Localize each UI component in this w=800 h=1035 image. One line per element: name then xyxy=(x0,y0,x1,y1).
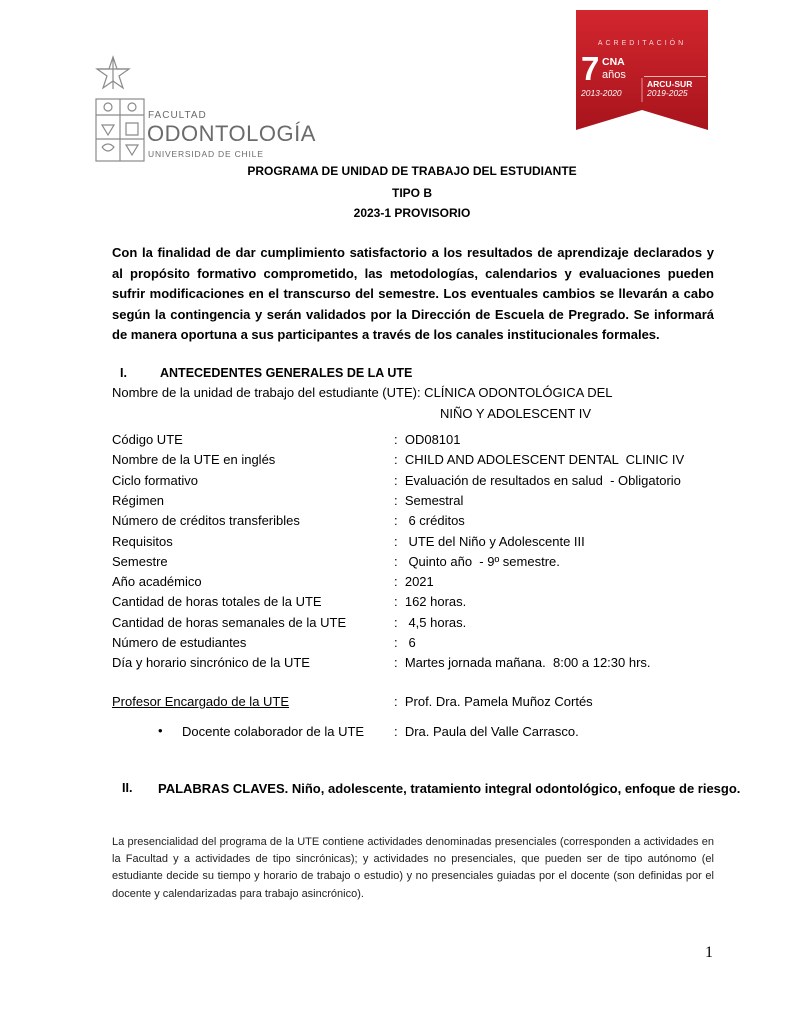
info-row-label: Número de créditos transferibles xyxy=(112,513,300,528)
info-row-value: : UTE del Niño y Adolescente III xyxy=(394,534,585,549)
accreditation-agency: CNA xyxy=(602,56,625,68)
info-row-label: Año académico xyxy=(112,574,202,589)
section-1-heading: ANTECEDENTES GENERALES DE LA UTE xyxy=(160,366,413,380)
info-row-value: : 2021 xyxy=(394,574,434,589)
logo-university-name: UNIVERSIDAD DE CHILE xyxy=(148,149,264,159)
accreditation-label: ACREDITACIÓN xyxy=(597,40,687,47)
ute-name-continuation: NIÑO Y ADOLESCENT IV xyxy=(440,406,591,421)
info-row-value: : 162 horas. xyxy=(394,594,467,609)
intro-paragraph: Con la finalidad de dar cumplimiento satisfactorio a los resultados de aprendizaje declarados y al propósito formativo comprometido, las metodologías, calendarios y evaluaciones pueden sufrir modificaciones en el transcurso del semestre. Los eventuales cambios se llevarán a cabo según la contingencia y serán validados por la Dirección de Escuela de Pregrado. Se informará de manera oportuna a sus participantes a través de los canales institucionales formales. xyxy=(112,245,714,342)
accreditation-years-number: 7 xyxy=(581,50,600,87)
section-1-number: I. xyxy=(120,366,127,380)
document-period: 2023-1 PROVISORIO xyxy=(353,206,471,220)
info-row-label: Requisitos xyxy=(112,534,173,549)
ute-name-label: Nombre de la unidad de trabajo del estudiante (UTE): CLÍNICA ODONTOLÓGICA DEL xyxy=(112,385,613,400)
info-row-label: Régimen xyxy=(112,493,165,508)
info-row-value: : Quinto año - 9º semestre. xyxy=(394,554,560,569)
info-row-label: Día y horario sincrónico de la UTE xyxy=(112,655,310,670)
collaborator-value: : Dra. Paula del Valle Carrasco. xyxy=(394,724,579,739)
page-number: 1 xyxy=(705,944,713,961)
accreditation-years-word: años xyxy=(602,69,626,81)
info-row-value: : 4,5 horas. xyxy=(394,615,467,630)
cna-period: 2013-2020 xyxy=(581,88,622,98)
arcu-period: 2019-2025 xyxy=(647,88,688,98)
info-row-value: : Martes jornada mañana. 8:00 a 12:30 hrs. xyxy=(394,655,651,670)
professor-value: : Prof. Dra. Pamela Muñoz Cortés xyxy=(394,694,593,709)
professor-label: Profesor Encargado de la UTE xyxy=(112,694,290,709)
section-2-number: II. xyxy=(122,781,133,795)
info-row-value: : 6 créditos xyxy=(394,513,465,528)
attendance-note: La presencialidad del programa de la UTE contiene actividades denominadas presenciales (corresponden a actividades en la Facultad y a actividades de tipo sincrónicas); y actividades no presenciales, que pueden ser de tipo autónomo (el estudiante decide su tiempo y horario de trabajo o estudio) y no presenciales guiadas por el docente (son definidas por el docente y calendarizadas para trabajo asincrónico). xyxy=(112,836,714,900)
info-row-label: Cantidad de horas semanales de la UTE xyxy=(112,615,347,630)
info-row-value: : CHILD AND ADOLESCENT DENTAL CLINIC IV xyxy=(394,452,685,467)
info-row-label: Cantidad de horas totales de la UTE xyxy=(112,594,322,609)
section-2-keywords: PALABRAS CLAVES. Niño, adolescente, tratamiento integral odontológico, enfoque de riesgo. xyxy=(158,781,741,796)
info-row-label: Semestre xyxy=(112,554,168,569)
document-title: PROGRAMA DE UNIDAD DE TRABAJO DEL ESTUDIANTE xyxy=(247,164,577,178)
info-row-value: : 6 xyxy=(394,635,416,650)
info-row-label: Número de estudiantes xyxy=(112,635,247,650)
info-row-value: : Evaluación de resultados en salud - Obligatorio xyxy=(394,473,681,488)
info-row-value: : OD08101 xyxy=(394,432,461,447)
info-row-label: Ciclo formativo xyxy=(112,473,198,488)
bullet: • xyxy=(158,723,163,738)
collaborator-label: Docente colaborador de la UTE xyxy=(182,724,365,739)
info-row-value: : Semestral xyxy=(394,493,464,508)
logo-faculty-label: FACULTAD xyxy=(148,110,207,121)
document-type: TIPO B xyxy=(391,186,432,200)
logo-faculty-name: ODONTOLOGÍA xyxy=(147,121,316,146)
arcu-sur-label: ARCU-SUR xyxy=(647,79,693,89)
info-row-label: Código UTE xyxy=(112,432,183,447)
info-row-label: Nombre de la UTE en inglés xyxy=(112,452,276,467)
